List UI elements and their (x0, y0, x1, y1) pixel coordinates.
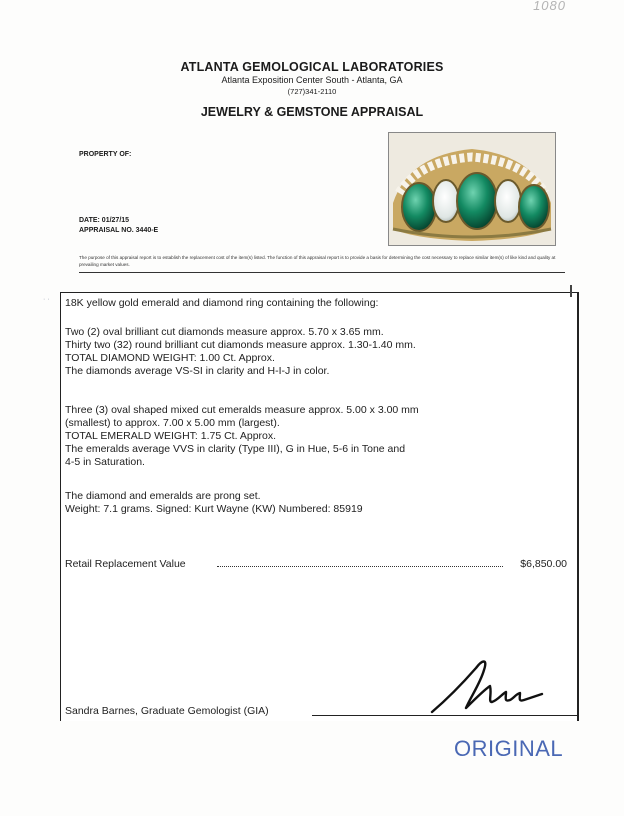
corner-handwritten-note: 1080 (533, 0, 566, 13)
appraisal-number: APPRAISAL NO. 3440-E (79, 227, 159, 234)
appraisal-date: DATE: 01/27/15 (79, 217, 130, 224)
diamond-quality: The diamonds average VS-SI in clarity and H-I-J in color. (65, 365, 330, 377)
document-title: JEWELRY & GEMSTONE APPRAISAL (200, 105, 424, 119)
item-intro: 18K yellow gold emerald and diamond ring containing the following: (65, 297, 379, 309)
emerald-line: Three (3) oval shaped mixed cut emeralds measure approx. 5.00 x 3.00 mm (65, 404, 419, 416)
diamond-details (65, 326, 416, 378)
ring-photo (388, 132, 556, 246)
header-divider (79, 272, 565, 273)
handwritten-signature (426, 650, 546, 720)
emerald-details (65, 404, 419, 469)
leader-dots (217, 566, 503, 567)
lab-name: ATLANTA GEMOLOGICAL LABORATORIES (180, 60, 444, 74)
diamond-total-weight: TOTAL DIAMOND WEIGHT: 1.00 Ct. Approx. (65, 352, 275, 364)
diamond-line: Two (2) oval brilliant cut diamonds measure approx. 5.70 x 3.65 mm. (65, 326, 384, 338)
setting-line: The diamond and emeralds are prong set. (65, 490, 261, 502)
lab-phone: (727)341-2110 (287, 87, 337, 96)
weight-signature-line: Weight: 7.1 grams. Signed: Kurt Wayne (KW) Numbered: 85919 (65, 503, 363, 515)
retail-value-amount: $6,850.00 (520, 558, 567, 570)
emerald-quality: The emeralds average VVS in clarity (Type III), G in Hue, 5-6 in Tone and (65, 443, 406, 455)
signature-line (312, 715, 578, 716)
appraiser-name: Sandra Barnes, Graduate Gemologist (GIA) (65, 705, 269, 717)
emerald-diamond-ring-icon (389, 133, 555, 245)
purpose-statement: The purpose of this appraisal report is to establish the replacement cost of the item(s) listed. The function of this appraisal report is to provide a basis for determining the cost necessary to replace similar item(s) of like kind and quality at prevailing market values. (79, 255, 556, 267)
retail-value-label: Retail Replacement Value (65, 558, 186, 570)
property-of-label: PROPERTY OF: (79, 151, 132, 158)
diamond-line: Thirty two (32) round brilliant cut diamonds measure approx. 1.30-1.40 mm. (65, 339, 416, 351)
emerald-line: (smallest) to approx. 7.00 x 5.00 mm (largest). (65, 417, 280, 429)
box-edge-mark (570, 285, 572, 297)
scan-artifact-mark: · · (43, 296, 50, 303)
setting-details (65, 490, 363, 516)
lab-address: Atlanta Exposition Center South - Atlanta, GA (221, 75, 403, 85)
retail-value-line (65, 556, 567, 572)
original-stamp: ORIGINAL (454, 736, 564, 761)
emerald-quality-cont: 4-5 in Saturation. (65, 456, 145, 468)
emerald-total-weight: TOTAL EMERALD WEIGHT: 1.75 Ct. Approx. (65, 430, 277, 442)
